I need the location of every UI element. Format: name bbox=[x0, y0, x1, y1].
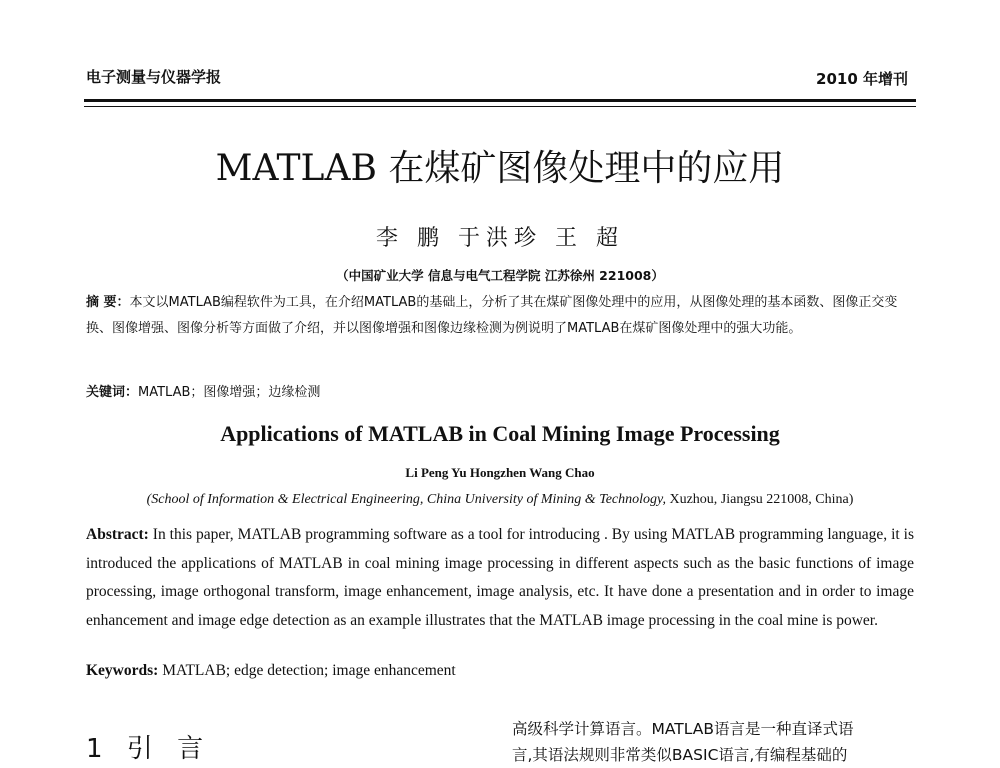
affiliation-english bbox=[86, 492, 914, 508]
abstract-chinese-label: 摘 要： bbox=[86, 295, 130, 310]
authors-english: Li Peng Yu Hongzhen Wang Chao bbox=[405, 465, 595, 480]
keywords-chinese bbox=[86, 380, 914, 406]
abstract-chinese-text: 本文以MATLAB编程软件为工具，在介绍MATLAB的基础上，分析了其在煤矿图像处理中的应用，从图像处理的基本函数、图像正交变换、图像增强、图像分析等方面做了介绍，并以图像增强和图像边缘检测为例说明了MATLAB在煤矿图像处理中的强大功能。 bbox=[86, 295, 898, 336]
keywords-chinese-label: 关键词： bbox=[86, 385, 139, 400]
affiliation-english-italic: (School of Information & Electrical Engineering, China University of Mining & Technology, bbox=[146, 492, 666, 507]
affiliation-chinese: （中国矿业大学 信息与电气工程学院 江苏徐州 221008） bbox=[336, 268, 664, 283]
authors-chinese: 李 鹏 于洪珍 王 超 bbox=[376, 226, 624, 251]
header-rule-thin bbox=[84, 106, 916, 107]
abstract-english-label: Abstract: bbox=[86, 526, 149, 543]
keywords-english-label: Keywords: bbox=[86, 662, 159, 679]
journal-name: 电子测量与仪器学报 bbox=[86, 68, 222, 86]
right-column-line: 高级科学计算语言。MATLAB语言是一种直译式语 bbox=[512, 720, 854, 738]
abstract-english bbox=[86, 521, 914, 635]
title-english: Applications of MATLAB in Coal Mining Image Processing bbox=[220, 421, 780, 446]
abstract-english-text: In this paper, MATLAB programming software as a tool for introducing . By using MATLAB programming language, it is introduced the applications of MATLAB in coal mining image processing in different aspects such as the basic functions of image processing, image orthogonal transform, image enhancement, image analysis, etc. It have done a presentation and in order to image enhancement and image edge detection as an example illustrates that the MATLAB image processing in the coal mine is power. bbox=[86, 526, 914, 629]
keywords-english bbox=[86, 662, 456, 680]
keywords-english-text: MATLAB; edge detection; image enhancement bbox=[158, 662, 456, 679]
section-heading: 1 引 言 bbox=[86, 734, 212, 764]
right-column-text bbox=[512, 716, 920, 768]
keywords-chinese-text: MATLAB；图像增强；边缘检测 bbox=[138, 385, 321, 400]
right-column-line: 言,其语法规则非常类似BASIC语言,有编程基础的 bbox=[512, 746, 848, 764]
header-rule-thick bbox=[84, 99, 916, 102]
affiliation-english-plain: Xuzhou, Jiangsu 221008, China) bbox=[665, 492, 854, 507]
abstract-chinese bbox=[86, 290, 914, 342]
title-chinese: MATLAB 在煤矿图像处理中的应用 bbox=[215, 148, 785, 189]
issue-label: 2010 年增刊 bbox=[816, 70, 908, 88]
